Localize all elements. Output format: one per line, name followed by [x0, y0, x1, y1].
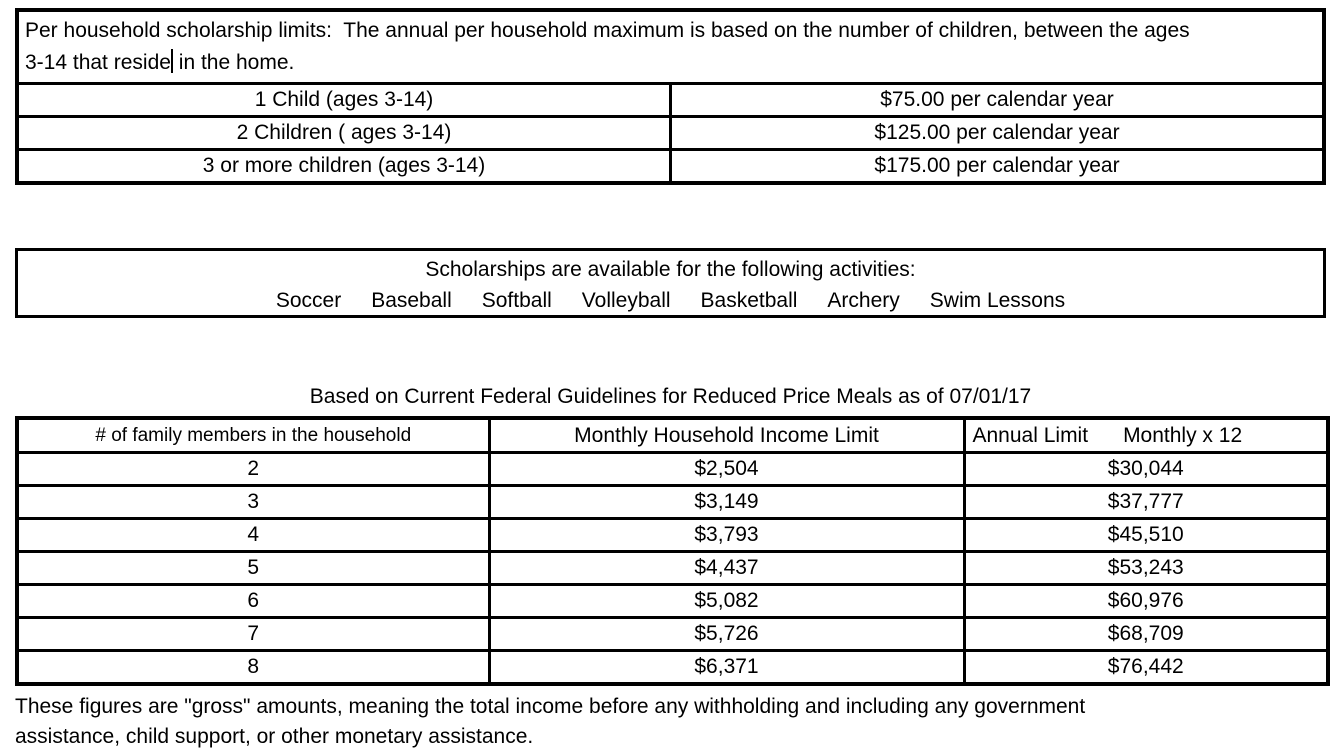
annual-limit-cell[interactable]: $30,044: [964, 453, 1328, 486]
income-header-row: [17, 418, 1328, 453]
intro-line-1: Per household scholarship limits: The annual per household maximum is based on the number of children, between the ages: [25, 19, 1190, 42]
scholarship-row: [17, 84, 1324, 117]
family-members-cell[interactable]: 7: [17, 618, 489, 651]
activities-heading: Scholarships are available for the following activities:: [425, 258, 916, 281]
family-members-cell[interactable]: 4: [17, 519, 489, 552]
family-members-header[interactable]: # of family members in the household: [17, 418, 489, 453]
monthly-income-cell[interactable]: $5,082: [489, 585, 964, 618]
family-members-cell[interactable]: 6: [17, 585, 489, 618]
amount-cell[interactable]: $75.00 per calendar year: [671, 84, 1325, 117]
income-row: [17, 552, 1328, 585]
intro-line-2-before-cursor: 3-14 that reside: [25, 51, 171, 74]
footnote-line-1: These figures are "gross" amounts, meaning the total income before any withholding and including any government: [15, 695, 1086, 718]
annual-limit-cell[interactable]: $45,510: [964, 519, 1328, 552]
activity-item: Archery: [827, 289, 900, 312]
scholarship-limits-table: [15, 8, 1326, 185]
intro-line-2-after-cursor: in the home.: [172, 51, 295, 74]
child-count-cell[interactable]: 2 Children ( ages 3-14): [17, 117, 671, 150]
activity-item: Baseball: [371, 289, 452, 312]
activity-item: Basketball: [700, 289, 798, 312]
income-guidelines-title: Based on Current Federal Guidelines for Reduced Price Meals as of 07/01/17: [309, 385, 1032, 408]
income-row: [17, 585, 1328, 618]
child-count-cell[interactable]: 3 or more children (ages 3-14): [17, 150, 671, 184]
income-row: [17, 453, 1328, 486]
monthly-income-header[interactable]: Monthly Household Income Limit: [489, 418, 964, 453]
annual-limit-cell[interactable]: $60,976: [964, 585, 1328, 618]
income-row: [17, 519, 1328, 552]
annual-limit-cell[interactable]: $68,709: [964, 618, 1328, 651]
activity-item: Soccer: [275, 289, 342, 312]
annual-limit-header[interactable]: Annual Limit Monthly x 12: [964, 418, 1328, 453]
footnote-line-2: assistance, child support, or other monetary assistance.: [15, 725, 534, 748]
family-members-cell[interactable]: 5: [17, 552, 489, 585]
activities-list: [18, 285, 1323, 316]
scholarship-intro-row: [17, 10, 1324, 84]
family-members-cell[interactable]: 8: [17, 651, 489, 685]
scholarship-row: [17, 150, 1324, 184]
income-row: [17, 486, 1328, 519]
scholarship-intro-cell[interactable]: [17, 10, 1324, 84]
activity-item: Softball: [481, 289, 552, 312]
family-members-cell[interactable]: 3: [17, 486, 489, 519]
activity-item: Volleyball: [581, 289, 671, 312]
monthly-income-cell[interactable]: $2,504: [489, 453, 964, 486]
monthly-income-cell[interactable]: $5,726: [489, 618, 964, 651]
income-row: [17, 618, 1328, 651]
income-guidelines-table: [15, 416, 1330, 686]
annual-limit-cell[interactable]: $37,777: [964, 486, 1328, 519]
family-members-cell[interactable]: 2: [17, 453, 489, 486]
scholarship-row: [17, 117, 1324, 150]
monthly-income-cell[interactable]: $3,149: [489, 486, 964, 519]
footnote[interactable]: [15, 692, 1326, 752]
monthly-income-cell[interactable]: $6,371: [489, 651, 964, 685]
annual-limit-cell[interactable]: $53,243: [964, 552, 1328, 585]
activities-box[interactable]: [15, 248, 1326, 318]
activity-item: Swim Lessons: [929, 289, 1066, 312]
annual-limit-cell[interactable]: $76,442: [964, 651, 1328, 685]
amount-cell[interactable]: $125.00 per calendar year: [671, 117, 1325, 150]
child-count-cell[interactable]: 1 Child (ages 3-14): [17, 84, 671, 117]
monthly-income-cell[interactable]: $3,793: [489, 519, 964, 552]
income-row: [17, 651, 1328, 685]
monthly-income-cell[interactable]: $4,437: [489, 552, 964, 585]
amount-cell[interactable]: $175.00 per calendar year: [671, 150, 1325, 184]
